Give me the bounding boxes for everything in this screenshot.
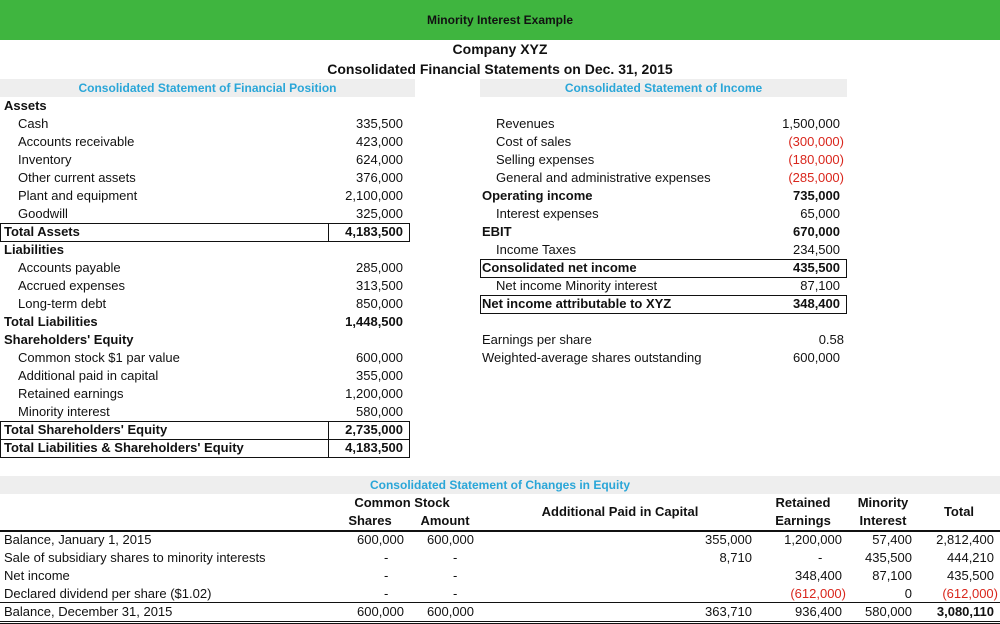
changes-band (0, 476, 1000, 494)
asset-label: Plant and equipment (18, 188, 138, 203)
asset-value: 423,000 (356, 134, 403, 149)
income-value: (285,000) (788, 170, 844, 185)
asset-value: 2,100,000 (345, 188, 403, 203)
total-equity-label: Total Shareholders' Equity (4, 422, 168, 437)
assets-heading: Assets (4, 98, 47, 113)
income-label: General and administrative expenses (496, 170, 711, 185)
changes-cell-total: (612,000) (942, 586, 998, 601)
changes-cell-total: 2,812,400 (936, 532, 994, 547)
operating-income-label: Operating income (482, 188, 593, 203)
changes-row-label: Net income (4, 568, 70, 583)
minority-header-line1: Minority (857, 495, 909, 510)
asset-label: Inventory (18, 152, 72, 167)
income-label: Selling expenses (496, 152, 595, 167)
asset-label: Other current assets (18, 170, 136, 185)
liabilities-heading: Liabilities (4, 242, 64, 257)
changes-cell-amount: - (453, 586, 458, 601)
changes-cell-shares: 600,000 (357, 604, 404, 619)
apic-header: Additional Paid in Capital (541, 504, 699, 519)
financial-position-title: Consolidated Statement of Financial Position (78, 81, 337, 95)
income-label: Revenues (496, 116, 555, 131)
ebit-label: EBIT (482, 224, 512, 239)
eps-label: Earnings per share (482, 332, 592, 347)
equity-label: Minority interest (18, 404, 110, 419)
changes-row-label: Balance, January 1, 2015 (4, 532, 152, 547)
asset-value: 325,000 (356, 206, 403, 221)
changes-cell-shares: 600,000 (357, 532, 404, 547)
changes-cell-minority: 57,400 (872, 532, 912, 547)
income-label: Net income Minority interest (496, 278, 658, 293)
equity-value: 1,200,000 (345, 386, 403, 401)
changes-cell-amount: 600,000 (427, 532, 474, 547)
total-liab-equity-label: Total Liabilities & Shareholders' Equity (4, 440, 244, 455)
changes-cell-minority: 87,100 (872, 568, 912, 583)
income-label: Income Taxes (496, 242, 576, 257)
minority-header-line2: Interest (859, 513, 907, 528)
amount-header: Amount (420, 513, 470, 528)
liability-value: 285,000 (356, 260, 403, 275)
equity-label: Additional paid in capital (18, 368, 159, 383)
total-liab-equity-value: 4,183,500 (345, 440, 403, 455)
income-label: Cost of sales (496, 134, 572, 149)
equity-value: 580,000 (356, 404, 403, 419)
changes-cell-amount: - (453, 568, 458, 583)
income-label: Interest expenses (496, 206, 599, 221)
attributable-label: Net income attributable to XYZ (482, 296, 672, 311)
asset-value: 376,000 (356, 170, 403, 185)
changes-cell-total: 444,210 (947, 550, 994, 565)
wavg-label: Weighted-average shares outstanding (482, 350, 702, 365)
income-value: 1,500,000 (782, 116, 840, 131)
changes-cell-amount: 600,000 (427, 604, 474, 619)
asset-label: Cash (18, 116, 49, 131)
changes-cell-apic: 8,710 (719, 550, 752, 565)
changes-cell-shares: - (384, 550, 389, 565)
banner-title: Minority Interest Example (426, 13, 574, 27)
consolidated-net-value: 435,500 (793, 260, 840, 275)
asset-value: 335,500 (356, 116, 403, 131)
changes-row-label: Balance, December 31, 2015 (4, 604, 173, 619)
equity-value: 355,000 (356, 368, 403, 383)
financial-position-band (0, 79, 415, 97)
changes-cell-total: 3,080,110 (936, 604, 994, 619)
income-value: 234,500 (793, 242, 840, 257)
asset-label: Goodwill (18, 206, 68, 221)
equity-value: 600,000 (356, 350, 403, 365)
income-value: 87,100 (800, 278, 840, 293)
income-title: Consolidated Statement of Income (564, 81, 763, 95)
changes-cell-minority: 435,500 (865, 550, 912, 565)
liability-label: Accounts payable (18, 260, 121, 275)
total-assets-label: Total Assets (4, 224, 80, 239)
attributable-value: 348,400 (793, 296, 840, 311)
income-value: (300,000) (788, 134, 844, 149)
shares-header: Shares (348, 513, 392, 528)
changes-cell-minority: 580,000 (865, 604, 912, 619)
changes-cell-minority: 0 (904, 586, 912, 601)
changes-cell-total: 435,500 (947, 568, 994, 583)
changes-title: Consolidated Statement of Changes in Equity (369, 478, 631, 492)
final-row-bottom-rule (0, 621, 1000, 622)
equity-label: Retained earnings (18, 386, 124, 401)
asset-value: 624,000 (356, 152, 403, 167)
changes-cell-retained: 936,400 (795, 604, 842, 619)
changes-cell-shares: - (384, 568, 389, 583)
income-value: 65,000 (800, 206, 840, 221)
retained-header-line1: Retained (775, 495, 831, 510)
changes-cell-shares: - (384, 586, 389, 601)
consolidated-net-label: Consolidated net income (482, 260, 637, 275)
changes-cell-apic: 355,000 (705, 532, 752, 547)
asset-label: Accounts receivable (18, 134, 135, 149)
common-stock-header: Common Stock (354, 495, 450, 510)
wavg-value: 600,000 (793, 350, 840, 365)
total-assets-value: 4,183,500 (345, 224, 403, 239)
liability-value: 850,000 (356, 296, 403, 311)
changes-row-label: Sale of subsidiary shares to minority interests (4, 550, 266, 565)
changes-cell-retained: 1,200,000 (784, 532, 842, 547)
changes-cell-retained: - (818, 550, 823, 565)
liability-value: 313,500 (356, 278, 403, 293)
changes-cell-retained: (612,000) (790, 586, 846, 601)
changes-row-label: Declared dividend per share ($1.02) (4, 586, 212, 601)
report-subtitle: Consolidated Financial Statements on Dec. 31, 2015 (327, 61, 673, 77)
ebit-value: 670,000 (793, 224, 840, 239)
total-equity-value: 2,735,000 (345, 422, 403, 437)
total-liabilities-label: Total Liabilities (4, 314, 98, 329)
changes-cell-apic: 363,710 (705, 604, 752, 619)
liability-label: Accrued expenses (18, 278, 125, 293)
total-header: Total (943, 504, 975, 519)
equity-label: Common stock $1 par value (18, 350, 180, 365)
total-liabilities-value: 1,448,500 (345, 314, 403, 329)
income-band (480, 79, 847, 97)
equity-heading: Shareholders' Equity (4, 332, 134, 347)
changes-cell-amount: - (453, 550, 458, 565)
operating-income-value: 735,000 (793, 188, 840, 203)
changes-cell-retained: 348,400 (795, 568, 842, 583)
eps-value: 0.58 (818, 332, 844, 347)
liability-label: Long-term debt (18, 296, 107, 311)
retained-header-line2: Earnings (775, 513, 831, 528)
income-value: (180,000) (788, 152, 844, 167)
company-name: Company XYZ (452, 41, 548, 57)
